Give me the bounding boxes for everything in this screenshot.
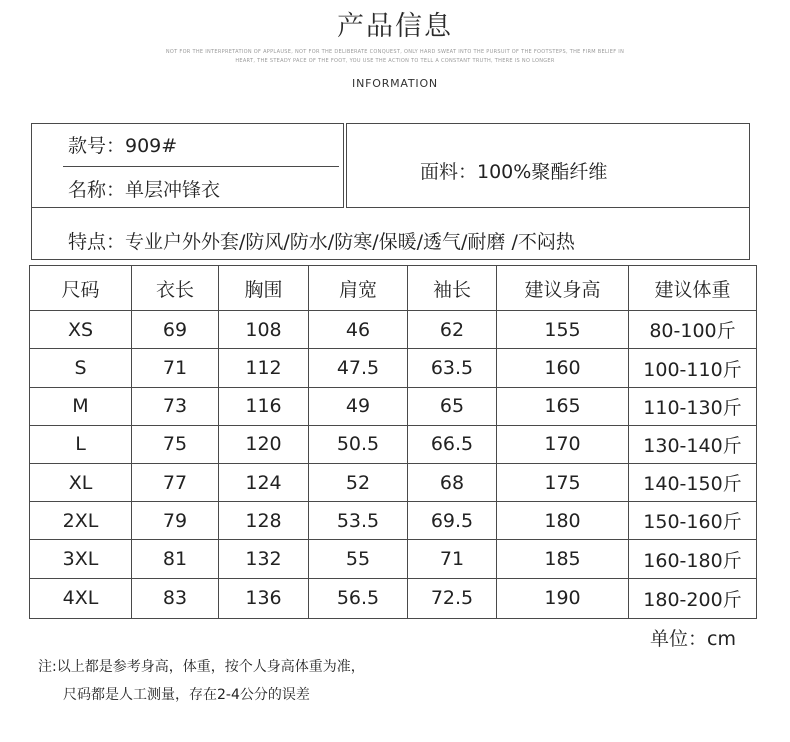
table-header-cell: 衣长 xyxy=(132,266,219,311)
table-header-cell: 建议体重 xyxy=(629,266,757,311)
table-cell: 46 xyxy=(309,311,408,349)
table-cell: 47.5 xyxy=(309,349,408,387)
info-box-divider-a xyxy=(343,123,344,208)
table-row xyxy=(30,311,757,349)
table-cell: 68 xyxy=(408,464,497,502)
product-name: 名称：单层冲锋衣 xyxy=(68,179,221,201)
slogan-line-1: NOT FOR THE INTERPRETATION OF APPLAUSE, NOT FOR THE DELIBERATE CONQUEST, ONLY HARD SWEAT INTO THE PURSUIT OF THE FOOTSTEPS, THE FIRM BELIEF IN xyxy=(165,49,625,55)
table-cell: XL xyxy=(30,464,132,502)
table-cell: 124 xyxy=(219,464,309,502)
table-cell: 80-100斤 xyxy=(629,311,757,349)
info-box-bottom-line xyxy=(31,259,750,260)
table-cell: S xyxy=(30,349,132,387)
table-cell: 150-160斤 xyxy=(629,502,757,540)
size-table-body xyxy=(30,266,757,619)
table-row xyxy=(30,464,757,502)
table-cell: 155 xyxy=(497,311,629,349)
table-cell: 128 xyxy=(219,502,309,540)
table-cell: 110-130斤 xyxy=(629,387,757,425)
table-cell: 185 xyxy=(497,540,629,578)
table-cell: XS xyxy=(30,311,132,349)
table-cell: 132 xyxy=(219,540,309,578)
table-row xyxy=(30,349,757,387)
table-cell: 170 xyxy=(497,425,629,463)
table-cell: 52 xyxy=(309,464,408,502)
table-cell: 112 xyxy=(219,349,309,387)
information-subtitle: INFORMATION xyxy=(352,77,438,90)
table-cell: 165 xyxy=(497,387,629,425)
model-number: 款号：909# xyxy=(68,135,178,157)
table-cell: 50.5 xyxy=(309,425,408,463)
table-cell: 73 xyxy=(132,387,219,425)
table-cell: 160 xyxy=(497,349,629,387)
info-box-bottom-right xyxy=(346,207,750,208)
table-cell: 79 xyxy=(132,502,219,540)
info-box-bottom-left xyxy=(31,207,343,208)
table-cell: 100-110斤 xyxy=(629,349,757,387)
table-cell: 130-140斤 xyxy=(629,425,757,463)
table-cell: M xyxy=(30,387,132,425)
table-cell: 56.5 xyxy=(309,578,408,618)
table-cell: 69.5 xyxy=(408,502,497,540)
table-cell: 108 xyxy=(219,311,309,349)
table-header-cell: 建议身高 xyxy=(497,266,629,311)
info-box-top-right xyxy=(346,123,750,124)
table-cell: 63.5 xyxy=(408,349,497,387)
info-box-right-border xyxy=(749,123,750,260)
fabric-info: 面料：100%聚酯纤维 xyxy=(420,161,608,183)
note-line-1: 注:以上都是参考身高，体重，按个人身高体重为准， xyxy=(38,659,365,675)
table-cell: 120 xyxy=(219,425,309,463)
table-row xyxy=(30,502,757,540)
table-row xyxy=(30,425,757,463)
table-cell: 2XL xyxy=(30,502,132,540)
unit-label: 单位：cm xyxy=(650,628,736,650)
table-cell: 190 xyxy=(497,578,629,618)
table-header-cell: 胸围 xyxy=(219,266,309,311)
table-header-cell: 袖长 xyxy=(408,266,497,311)
table-cell: L xyxy=(30,425,132,463)
info-box-mid-line xyxy=(63,166,339,167)
table-cell: 83 xyxy=(132,578,219,618)
table-cell: 180-200斤 xyxy=(629,578,757,618)
size-table xyxy=(29,265,757,619)
table-cell: 49 xyxy=(309,387,408,425)
table-cell: 55 xyxy=(309,540,408,578)
table-header-cell: 尺码 xyxy=(30,266,132,311)
table-cell: 62 xyxy=(408,311,497,349)
table-cell: 3XL xyxy=(30,540,132,578)
note-line-2: 尺码都是人工测量，存在2-4公分的误差 xyxy=(63,687,310,703)
table-row xyxy=(30,540,757,578)
product-features: 特点：专业户外外套/防风/防水/防寒/保暖/透气/耐磨 /不闷热 xyxy=(68,231,575,253)
table-cell: 72.5 xyxy=(408,578,497,618)
table-cell: 65 xyxy=(408,387,497,425)
table-header-cell: 肩宽 xyxy=(309,266,408,311)
table-header-row xyxy=(30,266,757,311)
table-cell: 71 xyxy=(132,349,219,387)
slogan-line-2: HEART, THE STEADY PACE OF THE FOOT, YOU USE THE ACTION TO TELL A CONSTANT TRUTH, THERE IS NO LONGER xyxy=(235,58,555,64)
page-title: 产品信息 xyxy=(337,11,453,42)
table-cell: 4XL xyxy=(30,578,132,618)
table-cell: 140-150斤 xyxy=(629,464,757,502)
table-cell: 53.5 xyxy=(309,502,408,540)
table-cell: 69 xyxy=(132,311,219,349)
table-cell: 136 xyxy=(219,578,309,618)
table-cell: 77 xyxy=(132,464,219,502)
table-cell: 75 xyxy=(132,425,219,463)
table-cell: 160-180斤 xyxy=(629,540,757,578)
table-cell: 71 xyxy=(408,540,497,578)
table-cell: 175 xyxy=(497,464,629,502)
table-cell: 180 xyxy=(497,502,629,540)
info-box-divider-b xyxy=(346,123,347,208)
info-box-top-left xyxy=(31,123,343,124)
info-box-left-border xyxy=(31,123,32,260)
table-row xyxy=(30,387,757,425)
table-cell: 116 xyxy=(219,387,309,425)
table-cell: 66.5 xyxy=(408,425,497,463)
table-row xyxy=(30,578,757,618)
table-cell: 81 xyxy=(132,540,219,578)
